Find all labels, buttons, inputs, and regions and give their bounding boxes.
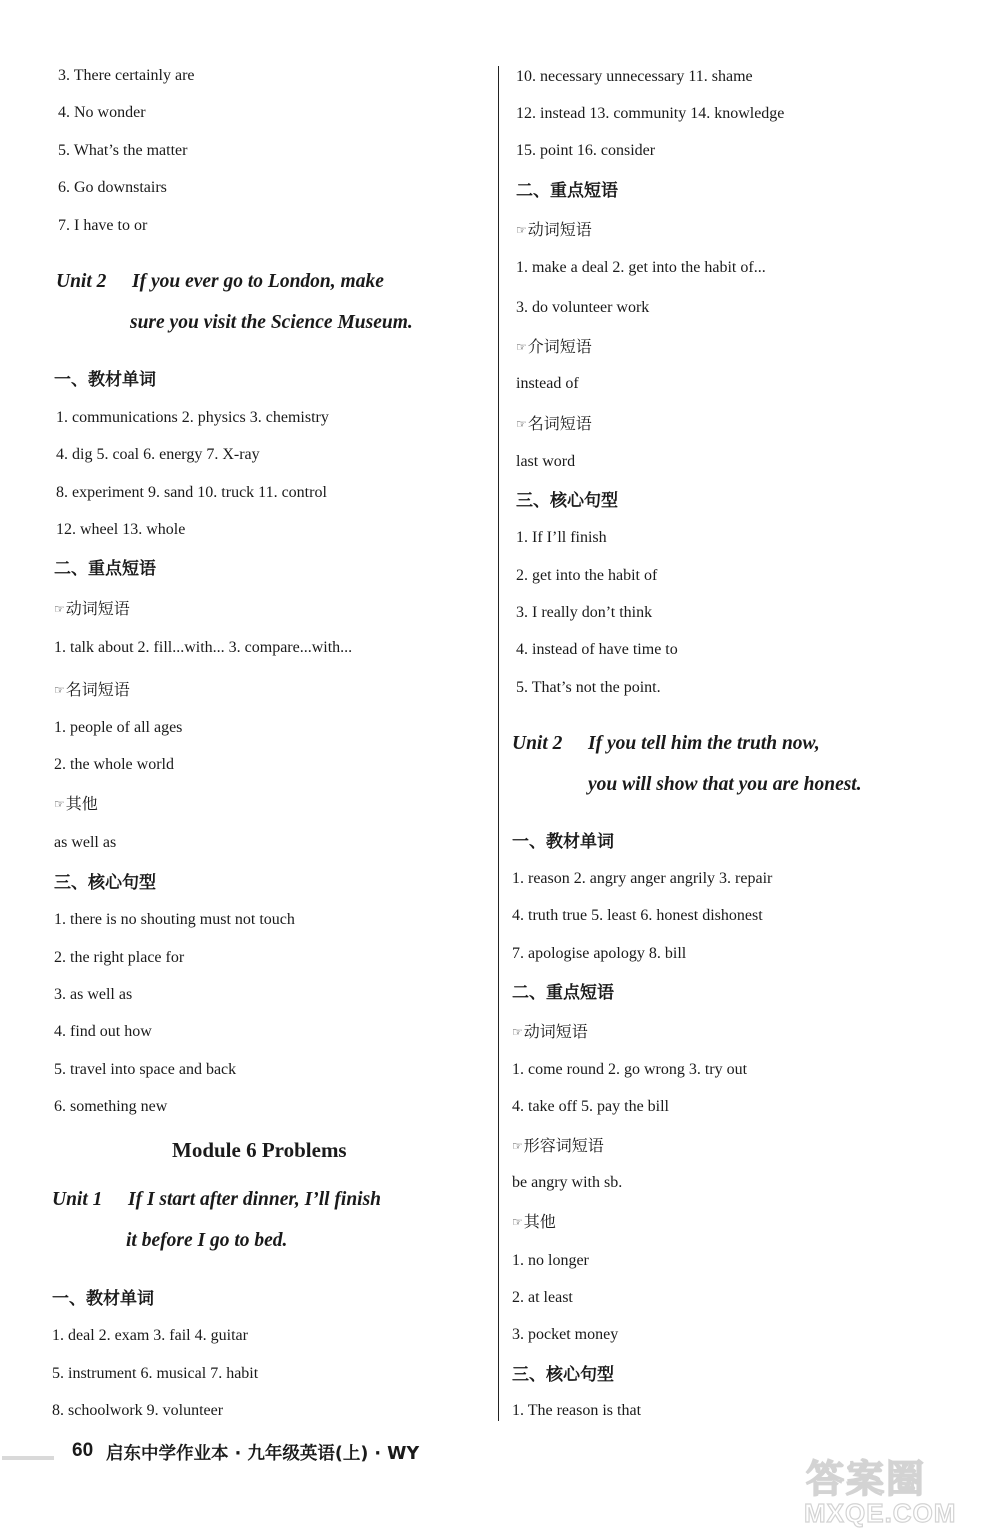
answer-line: 5. That’s not the point. (516, 679, 661, 696)
pointing-hand-icon: ☞ (512, 1139, 523, 1153)
subsection-label: ☞动词短语 (54, 599, 130, 618)
pointing-hand-icon: ☞ (54, 602, 65, 616)
answer-line: 10. necessary unnecessary 11. shame (516, 68, 753, 85)
answer-line: 4. truth true 5. least 6. honest dishonest (512, 907, 763, 924)
unit-title-line2: you will show that you are honest. (588, 774, 862, 795)
answer-line: 2. at least (512, 1289, 573, 1306)
unit-number: Unit 2 (56, 271, 107, 292)
pointing-hand-icon: ☞ (54, 683, 65, 697)
subsection-label: ☞动词短语 (512, 1022, 588, 1041)
answer-line: 1. communications 2. physics 3. chemistry (56, 409, 329, 426)
unit-number: Unit 2 (512, 733, 563, 754)
answer-line: 3. pocket money (512, 1326, 619, 1343)
answer-line: 5. What’s the matter (58, 142, 188, 159)
section-heading: 一、教材单词 (52, 1289, 154, 1309)
answer-line: 8. schoolwork 9. volunteer (52, 1402, 224, 1419)
answer-line: 15. point 16. consider (516, 142, 656, 159)
answer-line: last word (516, 453, 576, 470)
answer-line: 2. get into the habit of (516, 567, 658, 584)
answer-line: 5. travel into space and back (54, 1061, 237, 1078)
answer-line: 6. something new (54, 1098, 168, 1115)
answer-line: 1. people of all ages (54, 719, 183, 736)
section-heading: 一、教材单词 (512, 832, 614, 852)
answer-line: 4. instead of have time to (516, 641, 678, 658)
answer-line: 4. take off 5. pay the bill (512, 1098, 669, 1115)
answer-line: 2. the whole world (54, 756, 174, 773)
answer-line: 4. dig 5. coal 6. energy 7. X-ray (56, 446, 260, 463)
unit-title-line1: If I start after dinner, I’ll finish (128, 1189, 382, 1210)
pointing-hand-icon: ☞ (516, 417, 527, 431)
answer-line: 1. there is no shouting must not touch (54, 911, 295, 928)
subsection-label: ☞动词短语 (516, 220, 592, 239)
answer-line: 8. experiment 9. sand 10. truck 11. control (56, 484, 327, 501)
subsection-label: ☞其他 (512, 1212, 556, 1231)
unit-title-line1: If you ever go to London, make (132, 271, 384, 292)
answer-line: 4. find out how (54, 1023, 152, 1040)
answer-line: instead of (516, 375, 579, 392)
subsection-label: ☞形容词短语 (512, 1136, 604, 1155)
answer-line: 7. apologise apology 8. bill (512, 945, 687, 962)
unit-title-line2: it before I go to bed. (126, 1230, 288, 1251)
watermark-logo (800, 1448, 980, 1534)
section-heading: 二、重点短语 (516, 181, 618, 201)
answer-line: as well as (54, 834, 117, 851)
section-heading: 三、核心句型 (512, 1365, 614, 1385)
answer-line: 1. The reason is that (512, 1402, 642, 1419)
unit-title (56, 270, 384, 294)
answer-line: 2. the right place for (54, 949, 185, 966)
answer-line: 3. do volunteer work (516, 299, 650, 316)
pointing-hand-icon: ☞ (512, 1215, 523, 1229)
subsection-label: ☞介词短语 (516, 337, 592, 356)
unit-number: Unit 1 (52, 1189, 103, 1210)
answer-line: be angry with sb. (512, 1174, 623, 1191)
subsection-label: ☞名词短语 (516, 414, 592, 433)
answer-line: 1. no longer (512, 1252, 589, 1269)
answer-line: 1. reason 2. angry anger angrily 3. repair (512, 870, 773, 887)
answer-line: 1. talk about 2. fill...with... 3. compare...with... (54, 639, 353, 656)
page-number: 60 (72, 1440, 94, 1461)
module-title: Module 6 Problems (172, 1138, 347, 1162)
section-heading: 三、核心句型 (54, 873, 156, 893)
subsection-label: ☞其他 (54, 794, 98, 813)
answer-line: 3. There certainly are (58, 67, 195, 84)
footer-bar (2, 1456, 54, 1460)
pointing-hand-icon: ☞ (512, 1025, 523, 1039)
watermark-text-bottom: MXQE.COM (804, 1498, 957, 1528)
answer-line: 1. make a deal 2. get into the habit of... (516, 259, 766, 276)
answer-line: 3. as well as (54, 986, 133, 1003)
unit-title (52, 1188, 381, 1212)
unit-title-line1: If you tell him the truth now, (588, 733, 820, 754)
section-heading: 三、核心句型 (516, 491, 618, 511)
answer-line: 1. deal 2. exam 3. fail 4. guitar (52, 1327, 248, 1344)
answer-line: 4. No wonder (58, 104, 146, 121)
answer-line: 7. I have to or (58, 217, 148, 234)
unit-title (512, 732, 820, 756)
watermark-text-top: 答案圈 (806, 1457, 927, 1501)
answer-line: 1. come round 2. go wrong 3. try out (512, 1061, 748, 1078)
answer-line: 1. If I’ll finish (516, 529, 607, 546)
unit-title-line2: sure you visit the Science Museum. (130, 312, 413, 333)
pointing-hand-icon: ☞ (516, 223, 527, 237)
answer-line: 5. instrument 6. musical 7. habit (52, 1365, 259, 1382)
answer-line: 12. wheel 13. whole (56, 521, 186, 538)
answer-line: 12. instead 13. community 14. knowledge (516, 105, 785, 122)
section-heading: 二、重点短语 (54, 559, 156, 579)
section-heading: 二、重点短语 (512, 983, 614, 1003)
column-divider (498, 66, 499, 1421)
subsection-label: ☞名词短语 (54, 680, 130, 699)
book-title: 启东中学作业本 · 九年级英语(上) · WY (106, 1444, 420, 1464)
answer-line: 3. I really don’t think (516, 604, 653, 621)
pointing-hand-icon: ☞ (516, 340, 527, 354)
pointing-hand-icon: ☞ (54, 797, 65, 811)
answer-line: 6. Go downstairs (58, 179, 167, 196)
section-heading: 一、教材单词 (54, 370, 156, 390)
